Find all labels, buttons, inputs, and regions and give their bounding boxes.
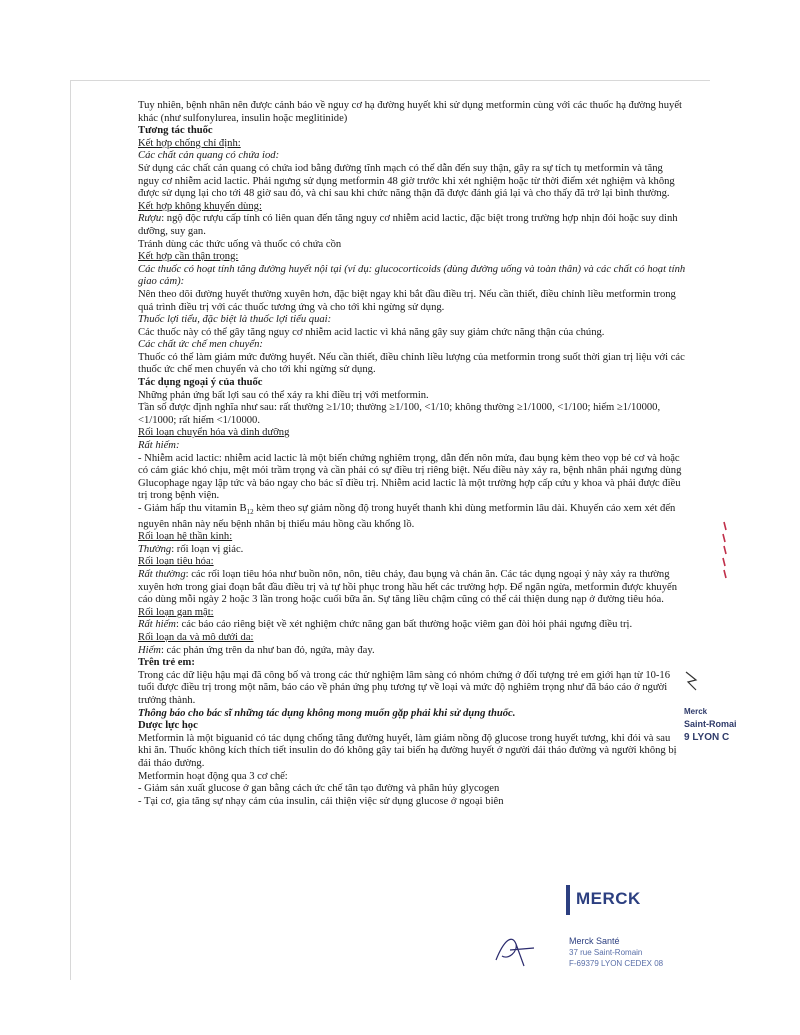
paragraph — [138, 544, 686, 557]
paragraph-segment: : các phản ứng trên da như ban đỏ, ngứa, mày đay. — [160, 644, 375, 656]
paragraph — [138, 645, 686, 658]
paragraph: Rối loạn da và mô dưới da: — [138, 632, 254, 644]
paragraph-segment: : rối loạn vị giác. — [171, 543, 244, 555]
paragraph: Kết hợp không khuyến dùng: — [138, 200, 262, 212]
paragraph-segment: Hiếm — [138, 644, 161, 656]
merck-logo-bar — [566, 885, 570, 915]
scan-edge-left — [70, 80, 71, 980]
merck-address-line2: F-69379 LYON CEDEX 08 — [569, 959, 664, 968]
paragraph: Tần số được định nghĩa như sau: rất thường ≥1/10; thường ≥1/100, <1/10; không thường ≥1/1000, <1/100; hiếm ≥1/10000, <1/1000; rất hiếm <1/10000. — [138, 402, 661, 426]
paragraph: Rối loạn tiêu hóa: — [138, 556, 214, 568]
paragraph: Dược lực học — [138, 720, 198, 732]
paragraph-segment: kèm theo sự giảm nồng độ trong huyết thanh khi dùng metformin lâu dài. Khuyến cáo xem xét đến nguyên nhân này nếu bệnh nhân bị thiếu máu hồng cầu khổng lồ. — [138, 503, 676, 530]
paragraph: Tuy nhiên, bệnh nhân nên được cảnh báo về nguy cơ hạ đường huyết khi sử dụng metformin cùng với các thuốc hạ đường huyết khác (như sulfonylurea, insulin hoặc meglitinide) — [138, 100, 682, 124]
paragraph: Rất hiếm: — [138, 440, 180, 452]
paragraph-segment: Thường — [138, 543, 172, 555]
red-pen-marks — [714, 520, 734, 580]
paragraph — [138, 213, 686, 238]
paragraph: Thông báo cho bác sĩ những tác dụng không mong muốn gặp phải khi sử dụng thuốc. — [138, 707, 516, 719]
paragraph-segment: Rất thường — [138, 569, 186, 581]
paragraph — [138, 619, 686, 632]
paragraph-segment: 12 — [246, 508, 254, 517]
paragraph: Rối loạn chuyển hóa và dinh dưỡng — [138, 427, 290, 439]
paragraph-segment: Rượu — [138, 213, 162, 225]
paragraph: Nên theo dõi đường huyết thường xuyên hơn, đặc biệt ngay khi bắt đầu điều trị. Nếu cần thiết, điều chỉnh liều metformin trong quá trình điều trị với các thuốc tương ứng và cho tới khi ngừng sử dụng. — [138, 288, 676, 313]
paragraph: Các chất ức chế men chuyển: — [138, 339, 263, 351]
mark-icon — [684, 670, 698, 692]
paragraph-segment: : các rối loạn tiêu hóa như buồn nôn, nôn, tiêu chảy, đau bụng và chán ăn. Các tác dụng ngoại ý này xảy ra thường xuyên hơn trong giai đoạn bắt đầu điều trị và tự hồi phục trong hầu hết các trường hợp. Để ngăn ngừa, metformin được khuyến cáo dùng mỗi ngày 2 hoặc 3 lần trong hoặc cuối bữa ăn. Sự tăng liều chậm cũng có thể cải thiện dung nạp ở đường tiêu hóa. — [138, 569, 678, 606]
paragraph: Metformin hoạt động qua 3 cơ chế: — [138, 770, 288, 782]
paragraph: Trên trẻ em: — [138, 657, 195, 669]
paragraph: Sử dụng các chất cản quang có chứa iod bằng đường tĩnh mạch có thể dẫn đến suy thận, gây ra sự tích tụ metformin và tăng nguy cơ nhiễm acid lactic. Phải ngưng sử dụng metformin 48 giờ trước khi xét nghiệm hoặc từ thời điểm xét nghiệm và không được sử dụng lại cho tới 48 giờ sau đó, và chỉ sau khi chức năng thận đã được đánh giá lại và cho thấy đã trở lại bình thường. — [138, 162, 675, 200]
paragraph: Kết hợp chống chỉ định: — [138, 137, 241, 149]
paragraph — [138, 569, 686, 607]
signature — [490, 930, 540, 970]
side-stamp-line2: Saint-Romai — [684, 719, 737, 729]
paragraph: Tác dụng ngoại ý của thuốc — [138, 377, 263, 389]
paragraph-segment: - Giảm hấp thu vitamin B — [138, 503, 247, 514]
scan-edge-top — [70, 80, 710, 81]
paragraph: Các chất cản quang có chứa iod: — [138, 150, 280, 162]
paragraph: - Giảm sản xuất glucose ở gan bằng cách ức chế tân tạo đường và phân hủy glycogen — [138, 783, 500, 795]
merck-company-name: Merck Santé — [569, 936, 620, 946]
paragraph: Rối loạn hệ thần kinh: — [138, 531, 233, 543]
merck-stamp — [566, 875, 696, 975]
side-stamp-line3: 9 LYON C — [684, 732, 730, 743]
paragraph: Rối loạn gan mật: — [138, 606, 214, 618]
paragraph: Metformin là một biguanid có tác dụng chống tăng đường huyết, làm giảm nồng độ glucose trong huyết tương, khi đói và sau khi ăn. Thuốc không kích thích tiết insulin do đó không gây tai biến hạ đường huyết ở người đái tháo đường và người không bị đái tháo đường. — [138, 732, 677, 769]
paragraph: Tránh dùng các thức uống và thuốc có chứa cồn — [138, 238, 342, 250]
paragraph-segment: Rất hiếm — [138, 619, 176, 631]
document-body — [138, 100, 686, 808]
paragraph: Kết hợp cần thận trọng: — [138, 251, 239, 263]
side-stamp — [684, 705, 744, 744]
paragraph: Các thuốc này có thể gây tăng nguy cơ nhiễm acid lactic vì khả năng gây suy giảm chức năng thận của chúng. — [138, 326, 605, 338]
paragraph: - Nhiễm acid lactic: nhiễm acid lactic là một biến chứng nghiêm trọng, dẫn đến nôn mửa, đau bụng kèm theo vọp bẻ cơ và hoặc có cảm giác khó chịu, mệt mỏi trầm trọng và cần phải có sự điều trị riêng biệt. Nếu điều này xảy ra, bệnh nhân phải ngưng dùng Glucophage ngay lập tức và báo ngay cho bác sĩ điều trị. Nhiễm acid lactic là một trường hợp cấp cứu y khoa và phải được điều trị trong bệnh viện. — [138, 452, 682, 502]
paragraph-segment: : ngộ độc rượu cấp tính có liên quan đến tăng nguy cơ nhiễm acid lactic, đặc biệt trong trường hợp nhịn đói hoặc suy dinh dưỡng, suy gan. — [138, 213, 678, 237]
paragraph: Tương tác thuốc — [138, 125, 213, 137]
paragraph: Trong các dữ liệu hậu mại đã công bố và trong các thử nghiệm lâm sàng có nhóm chứng ở đối tượng trẻ em giới hạn từ 10-16 tuổi được điều trị trong một năm, báo cáo về phản ứng phụ tương tự về loại và mức độ nghiêm trọng như đã báo cáo ở người trưởng thành. — [138, 669, 671, 707]
paragraph: - Tại cơ, gia tăng sự nhạy cảm của insulin, cải thiện việc sử dụng glucose ở ngoại biên — [138, 795, 504, 807]
paragraph: Những phản ứng bất lợi sau có thể xảy ra khi điều trị với metformin. — [138, 389, 429, 401]
paragraph: Các thuốc có hoạt tính tăng đường huyết nội tại (ví dụ: glucocorticoids (dùng đường uống và toàn thân) và các chất có hoạt tính giao cảm): — [138, 263, 686, 288]
merck-logo: MERCK — [576, 889, 641, 908]
paragraph — [138, 503, 686, 531]
merck-address-line1: 37 rue Saint-Romain — [569, 948, 643, 957]
paragraph: Thuốc có thể làm giảm mức đường huyết. Nếu cần thiết, điều chỉnh liều lượng của metformin trong suốt thời gian trị liệu với các thuốc ức chế men chuyển và cho tới khi ngừng sử dụng. — [138, 351, 685, 376]
side-stamp-line1: Merck — [684, 707, 708, 716]
paragraph-segment: : các báo cáo riêng biệt về xét nghiệm chức năng gan bất thường hoặc viêm gan đòi hỏi phải ngưng điều trị. — [175, 619, 633, 631]
paragraph: Thuốc lợi tiểu, đặc biệt là thuốc lợi tiểu quai: — [138, 314, 332, 326]
